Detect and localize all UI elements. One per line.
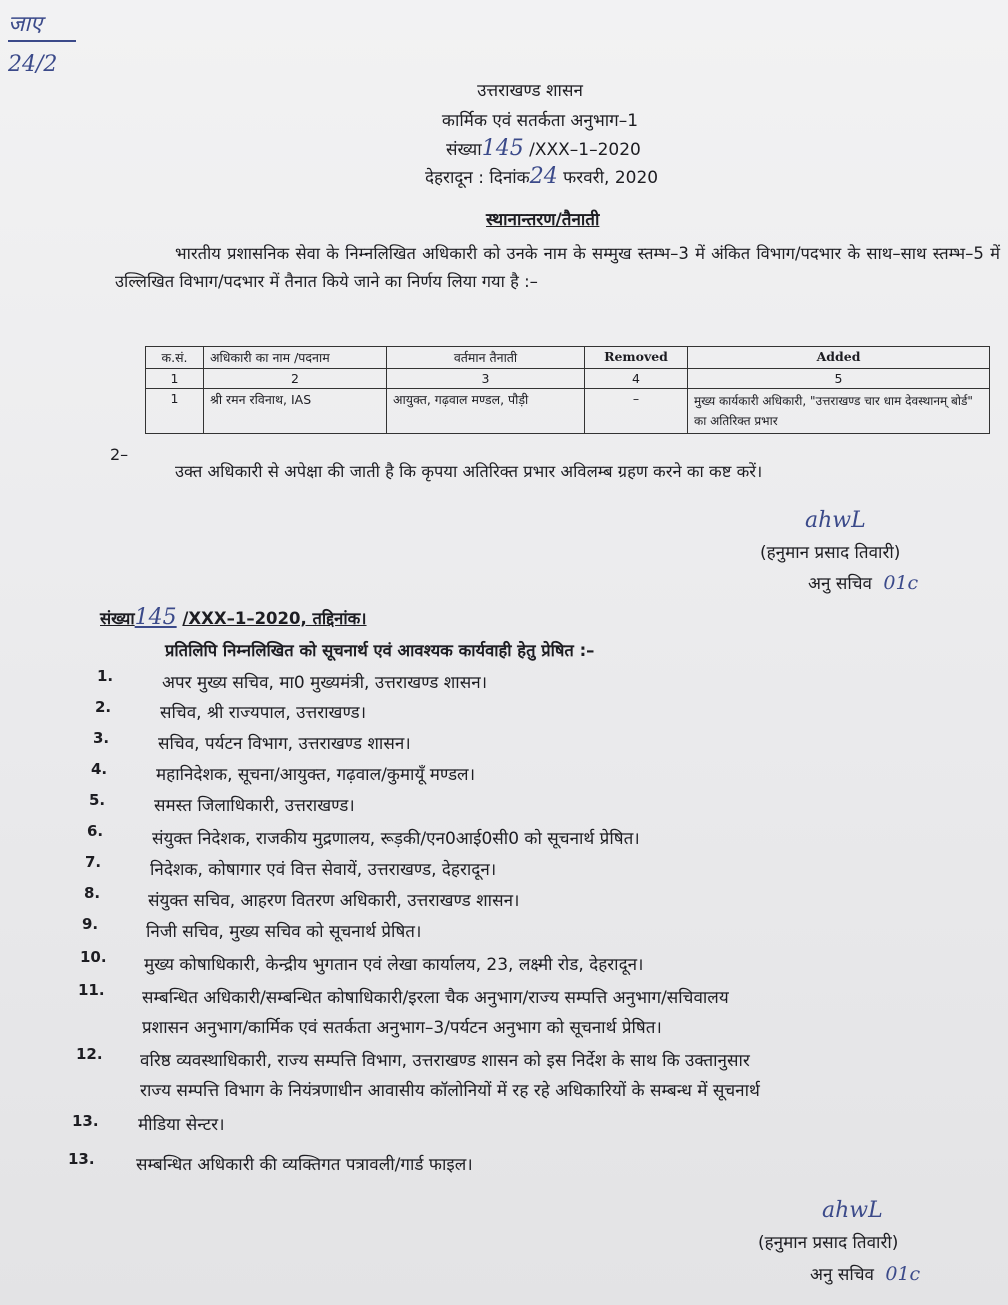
date-day-handwritten: 24	[529, 164, 558, 189]
list-item: संयुक्त निदेशक, राजकीय मुद्रणालय, रूड़की/एन0आई0सी0 को सूचनार्थ प्रेषित।	[152, 829, 640, 849]
list-item: वरिष्ठ व्यवस्थाधिकारी, राज्य सम्पत्ति विभाग, उत्तराखण्ड शासन को इस निर्देश के साथ कि उक्तानुसार	[140, 1051, 750, 1071]
copy-ref-prefix: संख्या	[100, 609, 135, 628]
table-cell: श्री रमन रविनाथ, IAS	[204, 389, 387, 434]
signatory-name: (हनुमान प्रसाद तिवारी)	[758, 1233, 899, 1253]
list-item: समस्त जिलाधिकारी, उत्तराखण्ड।	[154, 796, 355, 816]
header-line-2: कार्मिक एवं सतर्कता अनुभाग–1	[441, 111, 639, 131]
copy-ref-number-handwritten: 145	[134, 605, 177, 630]
date-prefix: देहरादून : दिनांक	[425, 168, 530, 188]
ref-suffix: /XXX–1–2020	[529, 140, 641, 160]
list-item: सम्बन्धित अधिकारी की व्यक्तिगत पत्रावली/गार्ड फाइल।	[136, 1155, 473, 1175]
list-item-number: 6.	[87, 822, 104, 840]
table-header-row	[146, 347, 990, 369]
list-item: मीडिया सेन्टर।	[138, 1115, 225, 1135]
table-header-cell: अधिकारी का नाम /पदनाम	[204, 347, 387, 369]
designation-hand: 01c	[883, 572, 919, 594]
designation-text: अनु सचिव	[810, 1265, 874, 1285]
list-item-continuation: राज्य सम्पत्ति विभाग के नियंत्रणाधीन आवासीय कॉलोनियों में रह रहे अधिकारियों के सम्बन्ध में सूचनार्थ	[140, 1081, 760, 1101]
list-item-number: 3.	[93, 729, 110, 747]
table-header-cell: वर्तमान तैनाती	[387, 347, 585, 369]
table-row	[146, 389, 990, 434]
signatory-name: (हनुमान प्रसाद तिवारी)	[760, 543, 901, 563]
list-item-number: 5.	[89, 791, 106, 809]
signatory-designation	[808, 571, 918, 594]
table-cell: –	[585, 389, 688, 434]
table-cell: मुख्य कार्यकारी अधिकारी, "उत्तराखण्ड चार धाम देवस्थानम् बोर्ड" का अतिरिक्त प्रभार	[688, 389, 990, 434]
header-line-3	[446, 136, 641, 161]
table-col-number: 2	[204, 369, 387, 389]
table-cell: आयुक्त, गढ़वाल मण्डल, पौड़ी	[387, 389, 585, 434]
list-item: निजी सचिव, मुख्य सचिव को सूचनार्थ प्रेषित।	[146, 922, 422, 942]
list-item: सचिव, श्री राज्यपाल, उत्तराखण्ड।	[160, 703, 367, 723]
list-item-number: 2.	[95, 698, 112, 716]
table-header-cell: Removed	[585, 347, 688, 369]
list-item-number: 11.	[78, 981, 105, 999]
copy-ref-suffix: /XXX–1–2020, तद्दिनांक।	[182, 609, 367, 628]
subject-heading: स्थानान्तरण/तैनाती	[486, 210, 600, 230]
posting-table	[145, 346, 990, 434]
header-line-1: उत्तराखण्ड शासन	[477, 81, 583, 101]
point-2-number: 2–	[110, 445, 129, 464]
handwritten-corner-note	[8, 10, 76, 80]
intro-text: भारतीय प्रशासनिक सेवा के निम्नलिखित अधिकारी को उनके नाम के सम्मुख स्तम्भ–3 में अंकित विभाग/पदभार के साथ–साथ स्तम्भ–5 में उल्लिखित विभाग/पदभार में तैनात किये जाने का निर्णय लिया गया है :–	[115, 244, 1000, 291]
list-item: संयुक्त सचिव, आहरण वितरण अधिकारी, उत्तराखण्ड शासन।	[148, 891, 520, 911]
designation-text: अनु सचिव	[808, 574, 872, 594]
table-col-number: 5	[688, 369, 990, 389]
list-item: अपर मुख्य सचिव, मा0 मुख्यमंत्री, उत्तराखण्ड शासन।	[162, 673, 488, 693]
list-item-number: 12.	[76, 1045, 103, 1063]
table-header-cell: क.सं.	[146, 347, 204, 369]
handwritten-line-1: जाए	[8, 10, 76, 42]
ref-prefix: संख्या	[446, 140, 482, 160]
signatory-designation	[810, 1262, 920, 1285]
table-cell: 1	[146, 389, 204, 434]
list-item-number: 4.	[91, 760, 108, 778]
handwritten-line-2: 24/2	[8, 52, 58, 77]
list-item: निदेशक, कोषागार एवं वित्त सेवायें, उत्तराखण्ड, देहरादून।	[150, 860, 497, 880]
signature-initials: ahwL	[822, 1198, 883, 1223]
header-line-4	[425, 164, 658, 189]
list-item-number: 8.	[84, 884, 101, 902]
table-col-number: 4	[585, 369, 688, 389]
copy-ref-line	[100, 605, 367, 630]
signature-initials: ahwL	[805, 508, 866, 533]
list-item: सम्बन्धित अधिकारी/सम्बन्धित कोषाधिकारी/इरला चैक अनुभाग/राज्य सम्पत्ति अनुभाग/सचिवालय	[142, 988, 729, 1008]
table-col-number: 1	[146, 369, 204, 389]
list-item-number: 7.	[85, 853, 102, 871]
table-header-cell: Added	[688, 347, 990, 369]
list-item-number: 9.	[82, 915, 99, 933]
table-number-row	[146, 369, 990, 389]
table-col-number: 3	[387, 369, 585, 389]
list-item-number: 1.	[97, 667, 114, 685]
point-2-text: उक्त अधिकारी से अपेक्षा की जाती है कि कृपया अतिरिक्त प्रभार अविलम्ब ग्रहण करने का कष्ट करें।	[175, 462, 763, 481]
list-item-continuation: प्रशासन अनुभाग/कार्मिक एवं सतर्कता अनुभाग–3/पर्यटन अनुभाग को सूचनार्थ प्रेषित।	[142, 1018, 662, 1038]
date-suffix: फरवरी, 2020	[563, 168, 659, 188]
designation-hand: 01c	[885, 1263, 921, 1285]
copy-intro: प्रतिलिपि निम्नलिखित को सूचनार्थ एवं आवश्यक कार्यवाही हेतु प्रेषित :–	[165, 641, 595, 660]
list-item-number: 10.	[80, 948, 107, 966]
list-item: महानिदेशक, सूचना/आयुक्त, गढ़वाल/कुमायूँ मण्डल।	[156, 765, 476, 785]
list-item-number: 13.	[72, 1112, 99, 1130]
list-item-number: 13.	[68, 1150, 95, 1168]
intro-paragraph	[115, 240, 1000, 296]
list-item: मुख्य कोषाधिकारी, केन्द्रीय भुगतान एवं लेखा कार्यालय, 23, लक्ष्मी रोड, देहरादून।	[144, 955, 644, 975]
ref-number-handwritten: 145	[481, 136, 524, 161]
list-item: सचिव, पर्यटन विभाग, उत्तराखण्ड शासन।	[158, 734, 411, 754]
